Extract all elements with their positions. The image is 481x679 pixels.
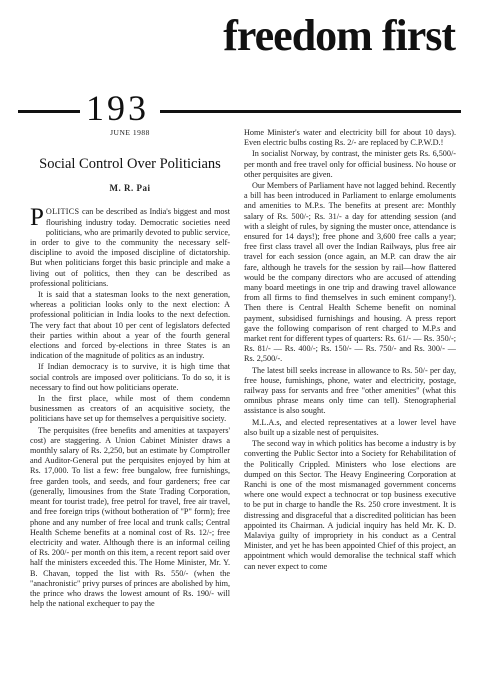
article-author: M. R. Pai: [109, 183, 151, 194]
lead-in: OLITICS: [45, 207, 80, 217]
paragraph: Our Members of Parliament have not lagged behind. Recently a bill has been introduced in Parliament to enlarge emoluments and amenities to M.P.s. The benefits at present are: Monthly salary of Rs. 500/-; Rs. 31/- a day for attending session (and with a sleight of rules, by signing the muster once, attendance is ensured for 14 days!); free phone and 3,600 free calls a year; free first class travel all over the Indian Railways, plus free air travel for each session (once again, an M.P. can draw the air fare, although he travels for the session by rail—how flattered would be the company directors who are accused of attending many board meetings in one trip and drawing travel allowance from all firms to find themselves in such eminent company!). Then there is Central Health Scheme benefit on nominal payment, subsidised furnishings and housing. A press report gave the following comparison of rent charged to M.P.s and market rent for different types of quarters: Rs. 61/- — Rs. 350/-; Rs. 81/- — Rs. 400/-; Rs. 150/- — Rs. 750/- and Rs. 300/- — Rs. 2,500/-.: [244, 181, 456, 364]
header-rule-left: [18, 110, 80, 113]
header-rule-right: [160, 110, 461, 113]
masthead-logo: freedom first: [223, 11, 455, 60]
paragraph: The second way in which politics has become a industry is by converting the Public Sector into a Society for Rehabilitation of the Politically Crippled. Ministers who lose elections are dumped on this Sector. The Heavy Engineering Corporation at Ranchi is one of the most mismanaged government concerns where one would expect a technocrat or top business executive to be put in charge to handle the Rs. 250 crore investment. It is distressing and disgraceful that a discredited politician has been appointed its Chairman. A judicial inquiry has held Mr. K. D. Malaviya guilty of impropriety in his conduct as a Central Minister, and yet he has been appointed Chief of this project, an appointment which would demoralise the technical staff which can never expect to come: [244, 439, 456, 571]
paragraph: In the first place, while most of them condemn businessmen as creators of an acquisitive society, the politicians have set up for themselves a perquisitive society.: [30, 394, 230, 424]
right-column: [244, 128, 456, 573]
issue-date: JUNE 1988: [110, 128, 150, 137]
paragraph: It is said that a statesman looks to the next generation, whereas a politician looks only to the next election: A professional politician in India looks to the next defection. The very fact that about 10 per cent of legislators defected their parties within about a year of the fourth general elections and forced by-elections in three States is an indication of the magnitude of politics as an industry.: [30, 290, 230, 361]
paragraph: The latest bill seeks increase in allowance to Rs. 50/- per day, free house, furnishings, phone, water and electricity, postage, railway pass for servants and free "other amenities" (what this omnibus phrase means only time can tell). Stenographerial assistance is also sought.: [244, 365, 456, 416]
paragraph: If Indian democracy is to survive, it is high time that social controls are imposed over politicians. To do so, it is necessary to find out how politicians operate.: [30, 362, 230, 392]
left-column: [30, 128, 230, 610]
paragraph-text: can be described as India's biggest and most flourishing industry today. Democratic societies need politicians, who are primarily devoted to public service, in order to give to the community the necessary self-discipline to avoid the imposed discipline of dictatorship. But when politicians forget this basic principle and make a living out of politics, then they can be described as professional politicians.: [30, 207, 230, 288]
paragraph: In socialist Norway, by contrast, the minister gets Rs. 6,500/- per month and free travel only for official business. No house or other perquisites are given.: [244, 149, 456, 179]
paragraph: M.L.A.s, and elected representatives at a lower level have also built up a sizable nest of perquisites.: [244, 417, 456, 437]
paragraph: The perquisites (free benefits and amenities at taxpayers' cost) are staggering. A Union Cabinet Minister draws a monthly salary of Rs. 2,250, but an estimate by Comptroller and Auditor-General put the perquisites enjoyed by him at Rs. 17,000. To list a few: free bungalow, free furnishings, free garden tools, and seeds, and four gardeners; free car (generally, limousines from the State Trading Corporation, meant for tourist trade), free petrol for travel, free air travel, and free foreign trips (without botheration of "P" form); free phone and any number of free local and trunk calls; Central Health Scheme benefits at a nominal cost of Rs. 12/-; free electricity and water. Although there is an informal ceiling of Rs. 200/- per month on this item, a recent report said over half the ministers exceeded this. The Home Minister, Mr. Y. B. Chavan, topped the list with Rs. 550/- (when the "anachronistic" privy purses of princes are abolished by him, the prince who draws the lowest amount of Rs. 190/- will help the national exchequer to pay the: [30, 425, 230, 609]
drop-cap: P: [30, 204, 44, 232]
issue-number: 193: [86, 88, 149, 128]
paragraph: [30, 204, 230, 289]
article-title: Social Control Over Politicians: [39, 156, 221, 173]
paragraph: Home Minister's water and electricity bill for about 10 days). Even electric bulbs costing Rs. 2/- are replaced by C.P.W.D.!: [244, 128, 456, 148]
